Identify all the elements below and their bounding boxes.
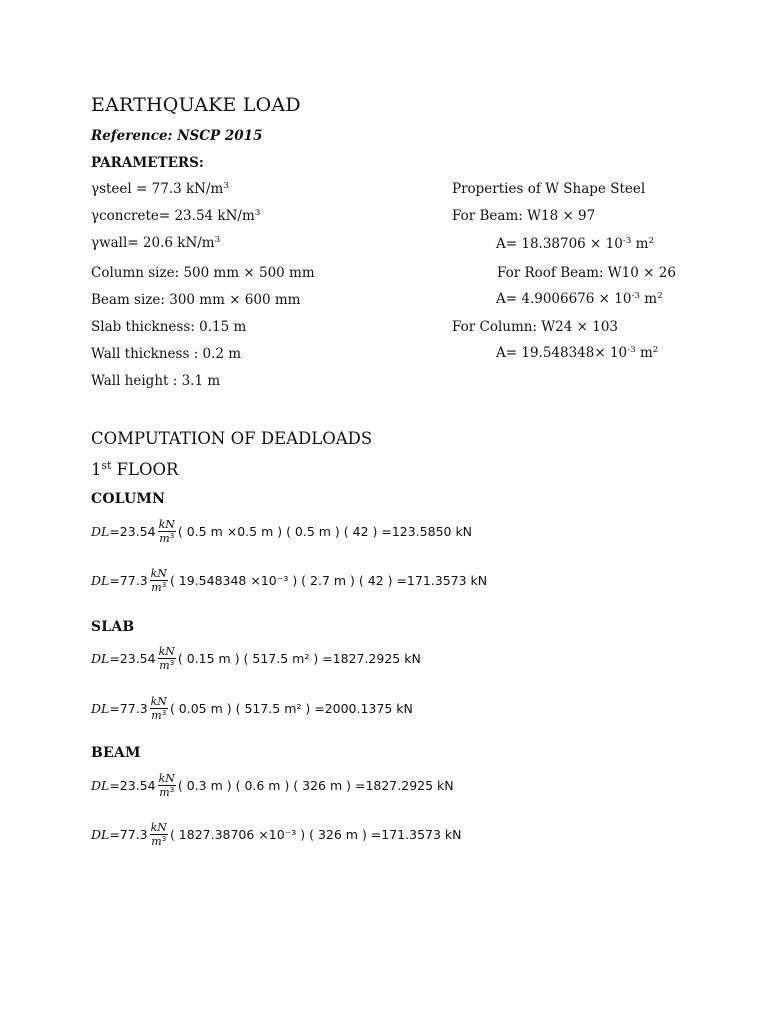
slab-equation-concrete: DL =23.54 $\frac{kN}{m^3}$ ( 0.15 m ) ( 517.5 m² ) =1827.2925 kN — [91, 645, 421, 672]
beam-area: $A= 18.38706 \times 10^{-3}$ $m^2$ — [496, 236, 655, 252]
param-wall-unit-weight: γwall= 20.6 $kN/m^3$ — [91, 235, 221, 251]
reference-line: Reference: NSCP 2015 — [91, 128, 263, 144]
param-slab-thickness: Slab thickness: 0.15 m — [91, 319, 247, 335]
computation-heading: COMPUTATION OF DEADLOADS — [91, 429, 373, 448]
param-column-size: Column size: 500 mm × 500 mm — [91, 265, 315, 281]
column-equation-steel: DL =77.3 $\frac{kN}{m^3}$ ( 19.548348 ×10⁻³ ) ( 2.7 m ) ( 42 ) =171.3573 kN — [91, 567, 488, 594]
beam-equation-concrete: DL =23.54 $\frac{kN}{m^3}$ ( 0.3 m ) ( 0.6 m ) ( 326 m ) =1827.2925 kN — [91, 772, 454, 799]
param-wall-height: Wall height : 3.1 m — [91, 373, 221, 389]
beam-section: For Beam: W18 × 97 — [452, 208, 596, 224]
roof-beam-area: $A= 4.9006676 \times 10^{-3}$ $m^2$ — [496, 291, 663, 307]
column-area: $A= 19.548348\times 10^{-3}$ $m^2$ — [496, 345, 659, 361]
column-section: For Column: W24 × 103 — [452, 319, 619, 335]
document-title: EARTHQUAKE LOAD — [91, 94, 301, 116]
column-label: COLUMN — [91, 491, 166, 507]
slab-label: SLAB — [91, 619, 135, 635]
param-steel-unit-weight: γsteel = 77.3 $kN/m^3$ — [91, 181, 229, 197]
beam-label: BEAM — [91, 745, 141, 761]
param-concrete-unit-weight: γconcrete= 23.54 $kN/m^3$ — [91, 208, 261, 224]
floor-heading: 1st FLOOR — [91, 459, 179, 479]
parameters-label: PARAMETERS: — [91, 155, 204, 171]
param-wall-thickness: Wall thickness : 0.2 m — [91, 346, 242, 362]
column-equation-concrete: DL =23.54 $\frac{kN}{m^3}$ ( 0.5 m ×0.5 m ) ( 0.5 m ) ( 42 ) =123.5850 kN — [91, 518, 473, 545]
w-shape-properties-heading: Properties of W Shape Steel — [452, 181, 646, 197]
beam-equation-steel: DL =77.3 $\frac{kN}{m^3}$ ( 1827.38706 ×10⁻³ ) ( 326 m ) =171.3573 kN — [91, 821, 462, 848]
roof-beam-section: For Roof Beam: W10 × 26 — [497, 265, 676, 281]
param-beam-size: Beam size: 300 mm × 600 mm — [91, 292, 301, 308]
slab-equation-steel: DL =77.3 $\frac{kN}{m^3}$ ( 0.05 m ) ( 517.5 m² ) =2000.1375 kN — [91, 695, 413, 722]
